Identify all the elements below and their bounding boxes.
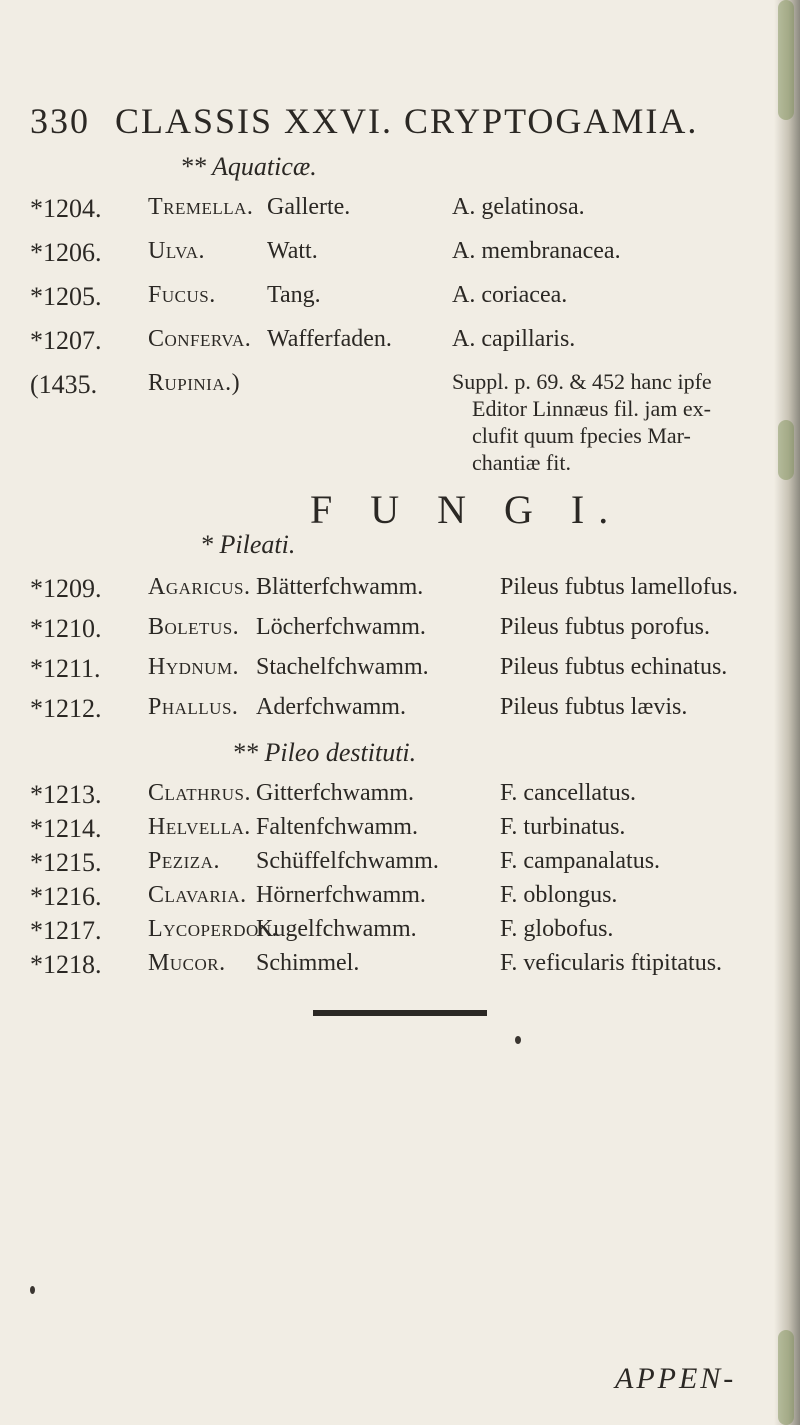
species-name: A. coriacea. [452,282,568,308]
entry-number: *1206. [30,238,102,267]
german-name: Schimmel. [256,950,360,976]
entry-number: *1216. [30,882,102,911]
note-line: clufit quum fpecies Mar- [472,423,691,448]
german-name: Gitterfchwamm. [256,780,414,806]
ink-speck [515,1036,521,1044]
genus-name: Phallus. [148,694,239,720]
note-line: Suppl. p. 69. & 452 hanc ipfe [452,369,712,394]
entry-number: *1212. [30,694,102,723]
description: F. veficularis ftipitatus. [500,950,723,976]
entry-number: *1210. [30,614,102,643]
page-edge-stain [778,0,794,120]
description: Pileus fubtus lamellofus. [500,574,738,600]
german-name: Kugelfchwamm. [256,916,417,942]
genus-name: Clathrus. [148,780,252,806]
german-name: Watt. [267,238,318,264]
german-name: Faltenfchwamm. [256,814,418,840]
genus-name: Lycoperdon. [148,916,279,942]
section-heading-aquaticae: ** Aquaticæ. [180,152,317,181]
genus-name: Helvella. [148,814,251,840]
page-number: 330 [30,101,90,141]
german-name: Wafferfaden. [267,326,392,352]
entry-number: *1215. [30,848,102,877]
entry-number: *1205. [30,282,102,311]
entry-number: *1214. [30,814,102,843]
ink-speck [30,1286,35,1294]
genus-name: Agaricus. [148,574,251,600]
note-line: Editor Linnæus fil. jam ex- [472,396,711,421]
german-name: Aderfchwamm. [256,694,406,720]
description: F. oblongus. [500,882,618,908]
species-name: A. capillaris. [452,326,576,352]
entry-number: *1213. [30,780,102,809]
description: Pileus fubtus porofus. [500,614,710,640]
genus-name: Ulva. [148,238,206,264]
description: Pileus fubtus echinatus. [500,654,728,680]
species-name: A. gelatinosa. [452,194,585,220]
running-title: CLASSIS XXVI. CRYPTOGAMIA. [115,101,699,141]
catchword: APPEN- [615,1362,737,1395]
genus-name: Hydnum. [148,654,240,680]
genus-name: Rupinia.) [148,370,241,396]
german-name: Hörnerfchwamm. [256,882,426,908]
entry-number: *1204. [30,194,102,223]
note-line: chantiæ fit. [472,450,571,475]
german-name: Stachelfchwamm. [256,654,429,680]
german-name: Tang. [267,282,321,308]
description: F. cancellatus. [500,780,637,806]
supplement-note [452,368,782,476]
species-name: A. membranacea. [452,238,621,264]
section-heading-pileati: * Pileati. [200,530,296,559]
entry-number: *1209. [30,574,102,603]
description: F. globofus. [500,916,614,942]
page-edge-stain [778,1330,794,1425]
entry-number: *1217. [30,916,102,945]
description: F. campanalatus. [500,848,661,874]
page-edge-shadow [774,0,800,1425]
section-rule [313,1010,487,1016]
description: Pileus fubtus lævis. [500,694,688,720]
german-name: Blätterfchwamm. [256,574,424,600]
entry-number: *1207. [30,326,102,355]
fungi-title: F U N G I. [310,487,623,532]
german-name: Gallerte. [267,194,351,220]
genus-name: Boletus. [148,614,240,640]
german-name: Schüffelfchwamm. [256,848,439,874]
german-name: Löcherfchwamm. [256,614,426,640]
genus-name: Tremella. [148,194,254,220]
running-header [30,100,698,142]
genus-name: Conferva. [148,326,252,352]
genus-name: Clavaria. [148,882,247,908]
genus-name: Peziza. [148,848,220,874]
description: F. turbinatus. [500,814,626,840]
entry-number: (1435. [30,370,98,399]
genus-name: Mucor. [148,950,226,976]
section-heading-pileo-destituti: ** Pileo destituti. [232,738,417,767]
genus-name: Fucus. [148,282,216,308]
entry-number: *1218. [30,950,102,979]
entry-number: *1211. [30,654,101,683]
